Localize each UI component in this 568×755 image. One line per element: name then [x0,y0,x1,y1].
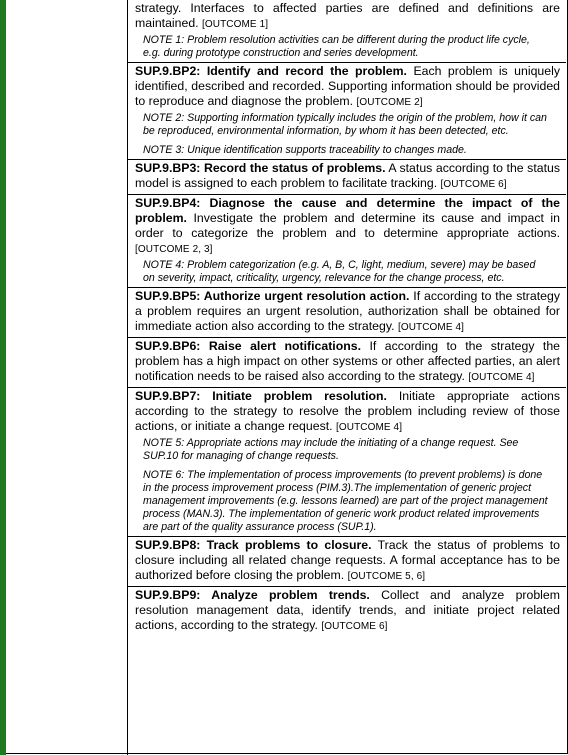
note: NOTE 2: Supporting information typically includes the origin of the problem, how it can be reproduced, environmental information, by whom it has been detected, etc. [143,112,547,137]
outcome-ref: [OUTCOME 5, 6] [347,571,426,582]
base-practice [128,388,566,537]
base-practice-text: Track the status of problems to closure including all related change requests. A formal acceptance has to be authorized before closing the problem. [135,538,560,582]
base-practice-title: SUP.9.BP5: Authorize urgent resolution action. [135,289,410,303]
base-practice [128,338,566,388]
base-practice [128,63,566,160]
base-practice [128,160,566,195]
base-practice-text: Investigate the problem and determine its cause and impact in order to categorize the problem and to determine appropriate actions. [135,211,560,240]
base-practice-title: SUP.9.BP9: Analyze problem trends. [135,588,370,602]
outcome-ref: [OUTCOME 1] [202,19,269,30]
note: NOTE 6: The implementation of process improvements (to prevent problems) is done in the process improvement process (PIM.3).The implementation of generic project management improvements (e.g. lessons learned) are part of the project management process (MAN.3). The implementation of generic work product related improvements are part of the quality assurance process (SUP.1). [143,469,548,533]
base-practice-text: Initiate appropriate actions according to the strategy to resolve the problem including review of those actions, or initiate a change request. [135,389,560,433]
base-practice-title: SUP.9.BP6: Raise alert notifications. [135,339,362,353]
base-practice-title: SUP.9.BP3: Record the status of problems. [135,161,386,175]
outcome-ref: [OUTCOME 6] [321,621,388,632]
base-practice-text: A status according to the status model is assigned to each problem to facilitate tracking. [135,161,560,190]
note: NOTE 5: Appropriate actions may include the initiating of a change request. See SUP.10 for managing of change requests. [143,437,519,462]
outcome-ref: [OUTCOME 2] [356,97,423,108]
base-practice-text: Collect and analyze problem resolution management data, identify trends, and initiate project related actions, according to the strategy. [135,588,560,632]
practices-column [128,0,566,755]
base-practice-title: SUP.9.BP7: Initiate problem resolution. [135,389,387,403]
base-practice [128,288,566,338]
outcome-ref: [OUTCOME 4] [335,422,403,433]
base-practice-title: SUP.9.BP4: Diagnose the cause and determine the impact of the problem. [135,196,560,225]
note: NOTE 1: Problem resolution activities can be different during the product life cycle, e.g. during prototype construction and series development. [143,34,530,59]
outcome-ref: [OUTCOME 2, 3] [135,244,213,255]
base-practice-text: If according to the strategy the problem has a high impact on other systems or other affected parties, an alert notification needs to be raised also according to the strategy. [135,339,561,383]
outcome-ref: [OUTCOME 4] [468,372,535,383]
base-practice-list [128,63,566,636]
intro-section [128,0,566,63]
base-practice-text: Each problem is uniquely identified, described and recorded. Supporting information should be provided to reproduce and diagnose the problem. [135,64,560,108]
base-practice [128,587,566,636]
intro-text: strategy. Interfaces to affected parties are defined and definitions are maintained. [135,1,560,30]
base-practice [128,537,566,587]
note: NOTE 3: Unique identification supports traceability to changes made. [143,144,467,156]
base-practice [128,195,566,288]
base-practice-text: If according to the strategy a problem requires an urgent resolution, authorization shall be obtained for immediate action also according to the strategy. [135,289,560,333]
base-practice-title: SUP.9.BP8: Track problems to closure. [135,538,372,552]
left-column [6,0,128,755]
outcome-ref: [OUTCOME 6] [440,179,507,190]
base-practice-title: SUP.9.BP2: Identify and record the problem. [135,64,407,78]
outcome-ref: [OUTCOME 4] [397,322,465,333]
note: NOTE 4: Problem categorization (e.g. A, B, C, light, medium, severe) may be based on severity, impact, criticality, urgency, relevance for the change process, etc. [143,259,536,284]
